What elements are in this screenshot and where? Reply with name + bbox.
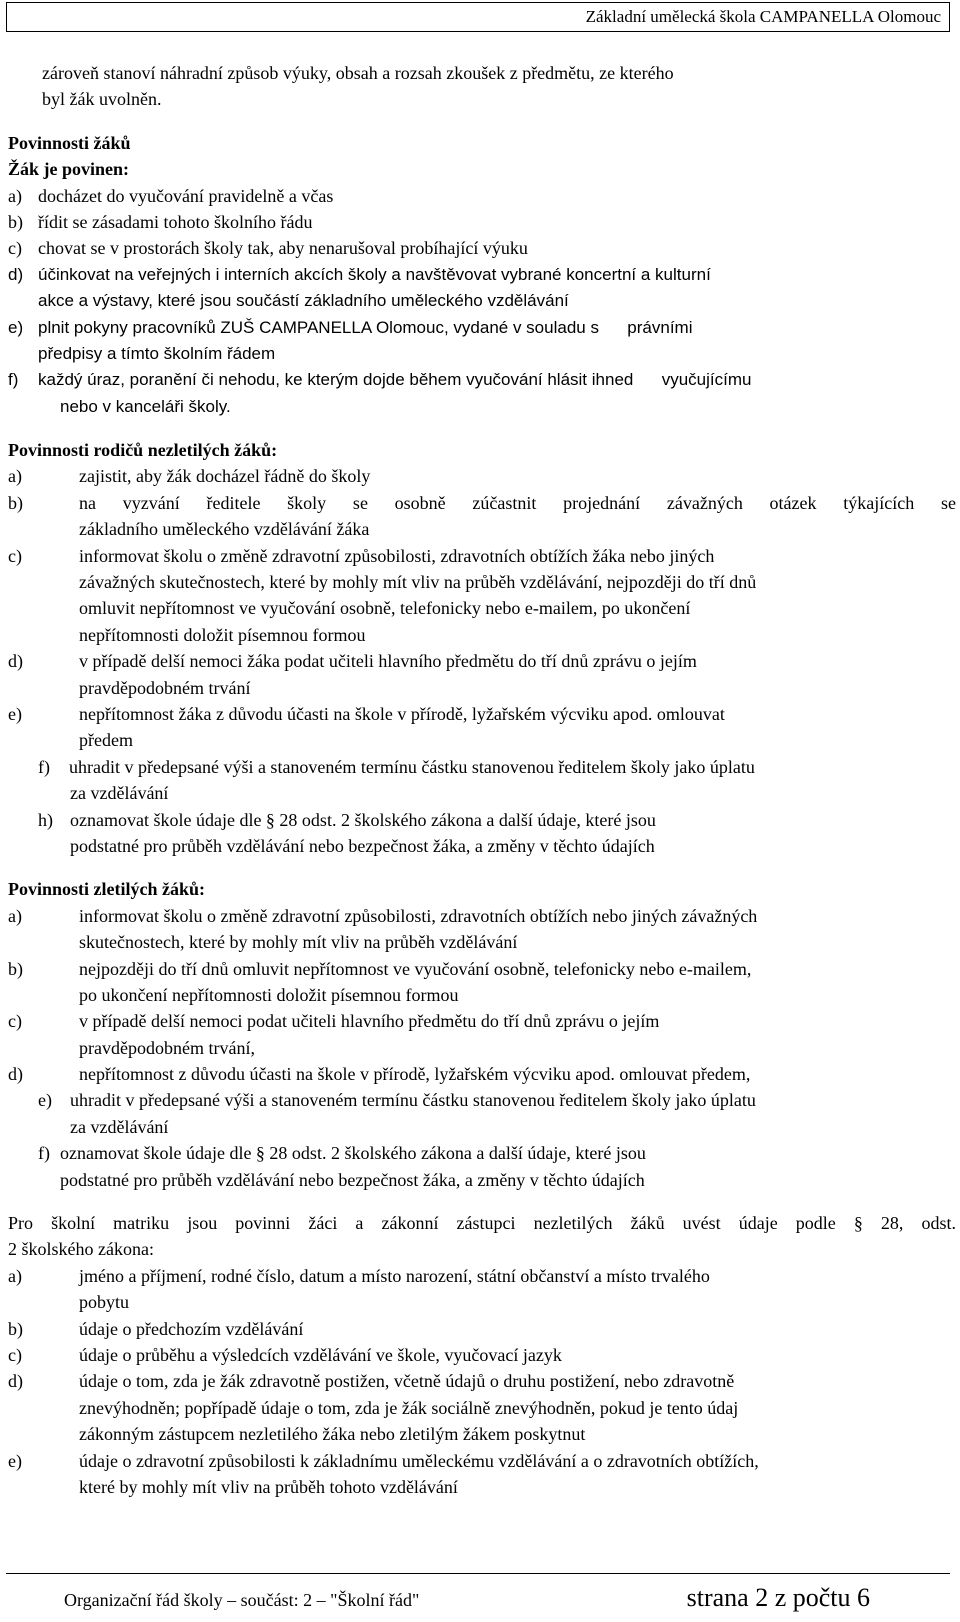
item-label: h): [38, 809, 53, 830]
item-continuation: podstatné pro průběh vzdělávání nebo bezpečnost žáka, a změny v těchto údajích: [60, 1169, 645, 1190]
item-text: každý úraz, poranění či nehodu, ke kterým dojde během vyučování hlásit ihned vyučujícímu: [38, 370, 752, 390]
item-continuation: akce a výstavy, které jsou součástí základního uměleckého vzdělávání: [38, 291, 569, 311]
item-label: d): [8, 1371, 23, 1392]
item-continuation: pravděpodobném trvání,: [79, 1037, 255, 1058]
item-label: c): [8, 545, 22, 566]
item-text: informovat školu o změně zdravotní způsobilosti, zdravotních obtížích žáka nebo jiných: [79, 545, 715, 566]
item-label: e): [8, 1450, 22, 1471]
item-label: b): [8, 958, 23, 979]
item-text: uhradit v předepsané výši a stanoveném termínu částku stanovenou ředitelem školy jako úplatu: [70, 1090, 756, 1111]
item-text: plnit pokyny pracovníků ZUŠ CAMPANELLA Olomouc, vydané v souladu s právními: [38, 317, 693, 337]
registry-intro: 2 školského zákona:: [8, 1239, 154, 1260]
item-label: a): [8, 466, 22, 487]
item-text: chovat se v prostorách školy tak, aby nenarušoval probíhající výuku: [38, 238, 528, 259]
school-name: Základní umělecká škola CAMPANELLA Olomouc: [585, 7, 941, 26]
item-label: a): [8, 1265, 22, 1286]
item-text: oznamovat škole údaje dle § 28 odst. 2 školského zákona a další údaje, které jsou: [70, 809, 656, 830]
item-continuation: základního uměleckého vzdělávání žáka: [79, 519, 370, 540]
item-label: e): [8, 703, 22, 724]
item-text: údaje o předchozím vzdělávání: [79, 1318, 304, 1339]
intro-line: byl žák uvolněn.: [42, 89, 162, 110]
item-text: nejpozději do tří dnů omluvit nepřítomnost ve vyučování osobně, telefonicky nebo e-mailem,: [79, 958, 752, 979]
item-text: na vyzvání ředitele školy se osobně zúčastnit projednání závažných otázek týkajících se: [79, 492, 956, 513]
item-text: v případě delší nemoci žáka podat učiteli hlavního předmětu do tří dnů zprávu o jejím: [79, 651, 697, 672]
item-text: údaje o průběhu a výsledcích vzdělávání ve škole, vyučovací jazyk: [79, 1344, 562, 1365]
item-label: f): [38, 1143, 50, 1164]
item-label: c): [8, 1344, 22, 1365]
item-label: a): [8, 185, 22, 206]
item-label: d): [8, 264, 24, 284]
item-label: c): [8, 1011, 22, 1032]
spacer: [8, 113, 956, 130]
item-text: docházet do vyučování pravidelně a včas: [38, 185, 334, 206]
item-continuation: závažných skutečnostech, které by mohly mít vliv na průběh vzdělávání, nejpozději do tří dnů: [79, 572, 757, 593]
item-label: d): [8, 651, 23, 672]
item-continuation: za vzdělávání: [70, 1116, 169, 1137]
item-continuation: předpisy a tímto školním řádem: [38, 343, 276, 363]
item-text: v případě delší nemoci podat učiteli hlavního předmětu do tří dnů zprávu o jejím: [79, 1011, 660, 1032]
item-label: b): [8, 1318, 23, 1339]
item-label: f): [38, 756, 50, 777]
item-text: oznamovat škole údaje dle § 28 odst. 2 školského zákona a další údaje, které jsou: [60, 1143, 646, 1164]
item-label: b): [8, 492, 23, 513]
spacer: [8, 420, 956, 437]
item-text: jméno a příjmení, rodné číslo, datum a místo narození, státní občanství a místo trvalého: [79, 1265, 710, 1286]
item-continuation: za vzdělávání: [70, 783, 169, 804]
item-continuation: podstatné pro průběh vzdělávání nebo bezpečnost žáka, a změny v těchto údajích: [70, 835, 655, 856]
item-label: b): [8, 211, 23, 232]
page-header: [6, 2, 950, 32]
item-label: d): [8, 1064, 23, 1085]
item-continuation: omluvit nepřítomnost ve vyučování osobně, telefonicky nebo e-mailem, po ukončení: [79, 598, 691, 619]
item-text: zajistit, aby žák docházel řádně do školy: [79, 466, 371, 487]
item-text: uhradit v předepsané výši a stanoveném termínu částku stanovenou ředitelem školy jako úplatu: [69, 756, 755, 777]
item-continuation: nebo v kanceláři školy.: [60, 396, 231, 416]
item-continuation: pobytu: [79, 1292, 130, 1313]
item-continuation: skutečnostech, které by mohly mít vliv na průběh vzdělávání: [79, 932, 518, 953]
item-continuation: zákonným zástupcem nezletilého žáka nebo zletilým žákem poskytnut: [79, 1424, 586, 1445]
item-label: e): [8, 317, 24, 337]
item-text: údaje o zdravotní způsobilosti k základnímu uměleckému vzdělávání a o zdravotních obtížích,: [79, 1450, 759, 1471]
section-title-pupils: Povinnosti žáků: [8, 132, 131, 153]
page-footer: [6, 1573, 950, 1615]
intro-line: zároveň stanoví náhradní způsob výuky, obsah a rozsah zkoušek z předmětu, ze kterého: [42, 63, 674, 83]
item-continuation: po ukončení nepřítomnosti doložit písemnou formou: [79, 984, 459, 1005]
item-continuation: pravděpodobném trvání: [79, 677, 251, 698]
section-title-adults: Povinnosti zletilých žáků:: [8, 879, 205, 900]
item-text: řídit se zásadami tohoto školního řádu: [38, 211, 313, 232]
item-label: c): [8, 238, 22, 259]
item-label: a): [8, 905, 22, 926]
item-text: informovat školu o změně zdravotní způsobilosti, zdravotních obtížích nebo jiných závažných: [79, 905, 758, 926]
item-label: f): [8, 370, 19, 390]
registry-intro: Pro školní matriku jsou povinni žáci a zákonní zástupci nezletilých žáků uvést údaje podle § 28, odst.: [8, 1213, 956, 1234]
item-continuation: nepřítomnosti doložit písemnou formou: [79, 624, 366, 645]
spacer: [8, 1193, 956, 1210]
section-title-parents: Povinnosti rodičů nezletilých žáků:: [8, 440, 278, 461]
item-continuation: znevýhodněn; popřípadě údaje o tom, zda je žák sociálně znevýhodněn, pokud je tento údaj: [79, 1397, 739, 1418]
footer-document-title: Organizační řád školy – součást: 2 – "Školní řád": [64, 1590, 420, 1610]
item-continuation: předem: [79, 730, 133, 751]
spacer: [8, 859, 956, 876]
item-continuation: které by mohly mít vliv na průběh tohoto vzdělávání: [79, 1476, 458, 1497]
item-text: údaje o tom, zda je žák zdravotně postižen, včetně údajů o druhu postižení, nebo zdravotně: [79, 1371, 735, 1392]
page-number: strana 2 z počtu 6: [686, 1583, 870, 1612]
item-text: nepřítomnost z důvodu účasti na škole v přírodě, lyžařském výcviku apod. omlouvat předem,: [79, 1064, 751, 1085]
item-text: nepřítomnost žáka z důvodu účasti na škole v přírodě, lyžařském výcviku apod. omlouvat: [79, 703, 725, 724]
item-text: účinkovat na veřejných i interních akcích školy a navštěvovat vybrané koncertní a kulturní: [38, 264, 711, 284]
document-body: [8, 60, 956, 1500]
item-label: e): [38, 1090, 52, 1111]
section-subtitle-pupils: Žák je povinen:: [8, 159, 130, 180]
